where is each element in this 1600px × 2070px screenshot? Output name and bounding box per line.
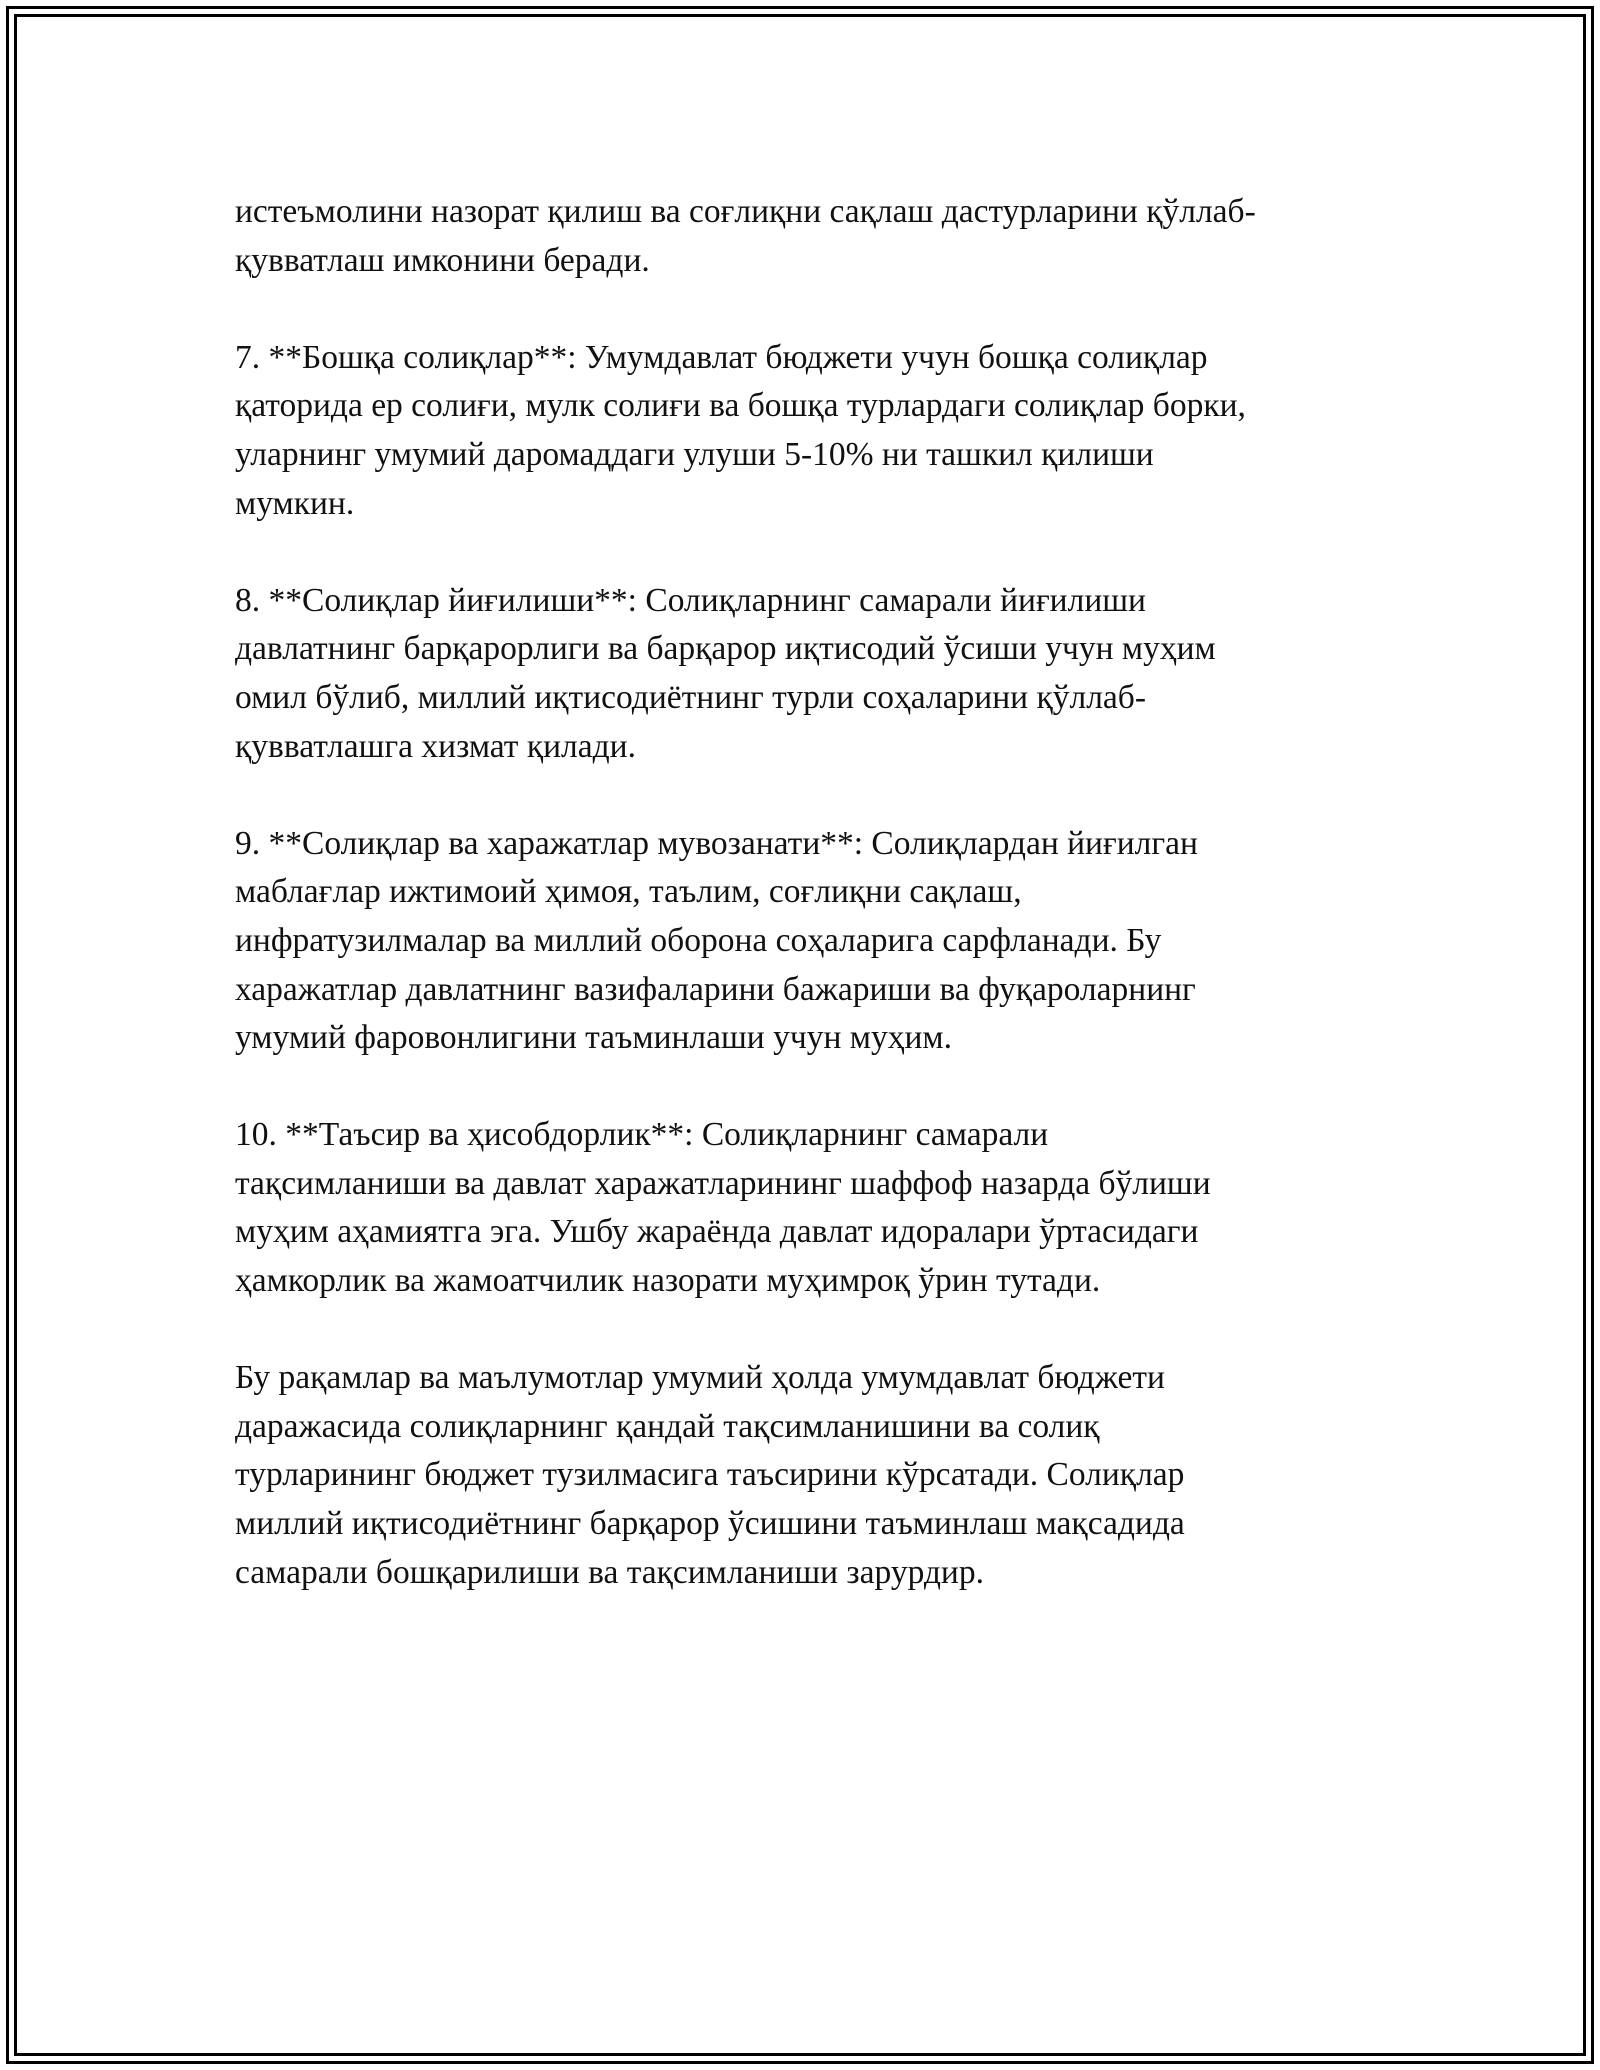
text-line: даражасида солиқларнинг қандай тақсимланишини ва солиқ xyxy=(235,1407,1100,1445)
text-line: харажатлар давлатнинг вазифаларини бажариши ва фуқароларнинг xyxy=(235,970,1196,1008)
text-line: миллий иқтисодиётнинг барқарор ўсишини таъминлаш мақсадида xyxy=(235,1505,1185,1543)
text-line: 8. **Солиқлар йиғилиши**: Солиқларнинг самарали йиғилиши xyxy=(235,581,1146,619)
paragraph-item-8 xyxy=(235,577,1375,771)
text-line: 9. **Солиқлар ва харажатлар мувозанати**: Солиқлардан йиғилган xyxy=(235,824,1198,862)
text-line: муҳим аҳамиятга эга. Ушбу жараёнда давлат идоралари ўртасидаги xyxy=(235,1213,1199,1251)
paragraph-item-10 xyxy=(235,1111,1375,1305)
paragraph-continuation xyxy=(235,188,1375,285)
text-line: турларининг бюджет тузилмасига таъсирини кўрсатади. Солиқлар xyxy=(235,1456,1185,1494)
text-line: қувватлаш имконини беради. xyxy=(235,241,650,279)
text-line: истеъмолини назорат қилиш ва соғлиқни сақлаш дастурларини қўллаб- xyxy=(235,193,1256,230)
text-line: маблағлар ижтимоий ҳимоя, таълим, соғлиқни сақлаш, xyxy=(235,873,1022,911)
text-line: омил бўлиб, миллий иқтисодиётнинг турли соҳаларини қўллаб- xyxy=(235,678,1146,716)
text-line: Бу рақамлар ва маълумотлар умумий ҳолда умумдавлат бюджети xyxy=(235,1359,1165,1397)
document-body xyxy=(235,188,1375,1646)
text-line: самарали бошқарилиши ва тақсимланиши зарурдир. xyxy=(235,1553,984,1591)
text-line: инфратузилмалар ва миллий оборона соҳаларига сарфланади. Бу xyxy=(235,921,1162,959)
paragraph-item-7 xyxy=(235,334,1375,528)
text-line: мумкин. xyxy=(235,484,355,522)
text-line: қаторида ер солиғи, мулк солиғи ва бошқа турлардаги солиқлар борки, xyxy=(235,387,1246,425)
text-line: қувватлашга хизмат қилади. xyxy=(235,727,636,765)
paragraph-item-9 xyxy=(235,820,1375,1063)
text-line: 7. **Бошқа солиқлар**: Умумдавлат бюджети учун бошқа солиқлар xyxy=(235,338,1208,376)
text-line: умумий фаровонлигини таъминлаши учун муҳим. xyxy=(235,1019,952,1057)
text-line: 10. **Таъсир ва ҳисобдорлик**: Солиқларнинг самарали xyxy=(235,1116,1049,1154)
paragraph-conclusion xyxy=(235,1354,1375,1597)
text-line: уларнинг умумий даромаддаги улуши 5-10% ни ташкил қилиши xyxy=(235,435,1154,473)
text-line: давлатнинг барқарорлиги ва барқарор иқтисодий ўсиши учун муҳим xyxy=(235,630,1216,668)
text-line: тақсимланиши ва давлат харажатларининг шаффоф назарда бўлиши xyxy=(235,1164,1211,1202)
text-line: ҳамкорлик ва жамоатчилик назорати муҳимроқ ўрин тутади. xyxy=(235,1262,1101,1300)
